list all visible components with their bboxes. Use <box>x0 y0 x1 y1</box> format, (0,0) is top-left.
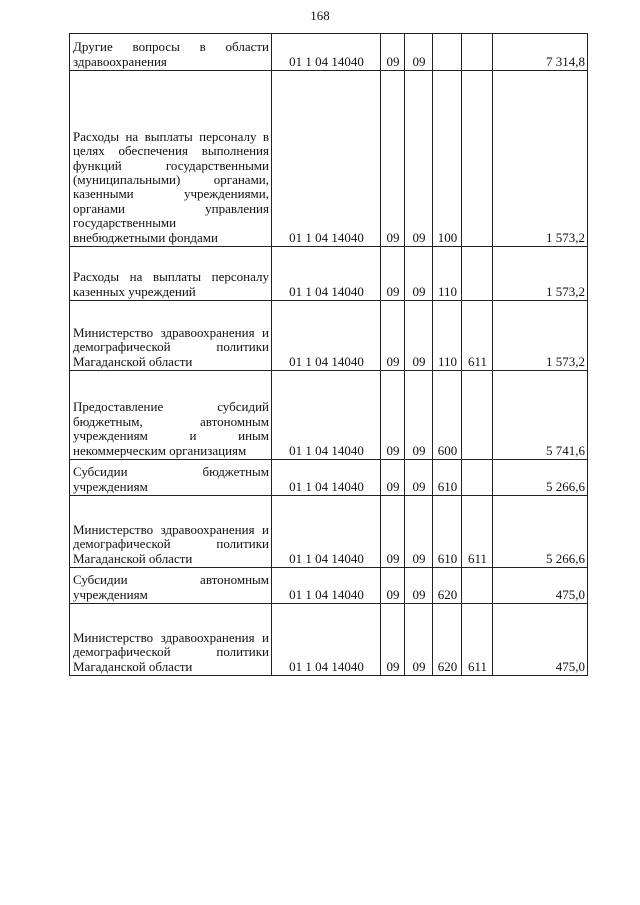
row-name: Предоставление субсидий бюджетным, автономным учреждениям и иным некоммерческим организациям <box>70 371 272 460</box>
expense-type-code: 620 <box>433 604 462 676</box>
table-row <box>70 247 588 301</box>
row-name: Субсидии бюджетным учреждениям <box>70 460 272 496</box>
section-code: 09 <box>381 604 405 676</box>
program-code: 01 1 04 14040 <box>272 604 381 676</box>
subsection-code: 09 <box>405 71 433 247</box>
amount: 5 741,6 <box>493 371 588 460</box>
table-row <box>70 568 588 604</box>
administrator-code <box>462 371 493 460</box>
expense-type-code: 100 <box>433 71 462 247</box>
administrator-code <box>462 247 493 301</box>
expense-type-code: 620 <box>433 568 462 604</box>
subsection-code: 09 <box>405 34 433 71</box>
subsection-code: 09 <box>405 247 433 301</box>
row-name: Субсидии автономным учреждениям <box>70 568 272 604</box>
amount: 475,0 <box>493 568 588 604</box>
subsection-code: 09 <box>405 604 433 676</box>
table-row <box>70 301 588 371</box>
section-code: 09 <box>381 247 405 301</box>
program-code: 01 1 04 14040 <box>272 301 381 371</box>
expense-type-code: 110 <box>433 301 462 371</box>
program-code: 01 1 04 14040 <box>272 247 381 301</box>
subsection-code: 09 <box>405 568 433 604</box>
section-code: 09 <box>381 34 405 71</box>
expense-type-code: 610 <box>433 460 462 496</box>
program-code: 01 1 04 14040 <box>272 371 381 460</box>
row-name: Министерство здравоохранения и демографической политики Магаданской области <box>70 496 272 568</box>
administrator-code: 611 <box>462 604 493 676</box>
administrator-code <box>462 568 493 604</box>
amount: 5 266,6 <box>493 460 588 496</box>
row-name: Министерство здравоохранения и демографической политики Магаданской области <box>70 301 272 371</box>
row-name: Расходы на выплаты персоналу в целях обеспечения выполнения функций государственными (муниципальными) органами, казенными учреждениями, органами управления государственными внебюджетными фондами <box>70 71 272 247</box>
administrator-code <box>462 34 493 71</box>
expense-type-code: 600 <box>433 371 462 460</box>
amount: 7 314,8 <box>493 34 588 71</box>
subsection-code: 09 <box>405 301 433 371</box>
row-name: Расходы на выплаты персоналу казенных учреждений <box>70 247 272 301</box>
administrator-code <box>462 71 493 247</box>
table-row <box>70 460 588 496</box>
table-row <box>70 496 588 568</box>
amount: 1 573,2 <box>493 301 588 371</box>
amount: 475,0 <box>493 604 588 676</box>
administrator-code <box>462 460 493 496</box>
page-number: 168 <box>310 8 330 23</box>
administrator-code: 611 <box>462 301 493 371</box>
expense-type-code: 110 <box>433 247 462 301</box>
section-code: 09 <box>381 71 405 247</box>
section-code: 09 <box>381 568 405 604</box>
section-code: 09 <box>381 301 405 371</box>
subsection-code: 09 <box>405 460 433 496</box>
amount: 5 266,6 <box>493 496 588 568</box>
program-code: 01 1 04 14040 <box>272 71 381 247</box>
table-row <box>70 371 588 460</box>
section-code: 09 <box>381 496 405 568</box>
section-code: 09 <box>381 371 405 460</box>
table-row <box>70 604 588 676</box>
program-code: 01 1 04 14040 <box>272 460 381 496</box>
amount: 1 573,2 <box>493 71 588 247</box>
program-code: 01 1 04 14040 <box>272 568 381 604</box>
program-code: 01 1 04 14040 <box>272 34 381 71</box>
administrator-code: 611 <box>462 496 493 568</box>
budget-table <box>69 33 588 676</box>
expense-type-code: 610 <box>433 496 462 568</box>
section-code: 09 <box>381 460 405 496</box>
row-name: Другие вопросы в области здравоохранения <box>70 34 272 71</box>
subsection-code: 09 <box>405 371 433 460</box>
expense-type-code <box>433 34 462 71</box>
subsection-code: 09 <box>405 496 433 568</box>
row-name: Министерство здравоохранения и демографической политики Магаданской области <box>70 604 272 676</box>
amount: 1 573,2 <box>493 247 588 301</box>
table-row <box>70 34 588 71</box>
program-code: 01 1 04 14040 <box>272 496 381 568</box>
table-row <box>70 71 588 247</box>
